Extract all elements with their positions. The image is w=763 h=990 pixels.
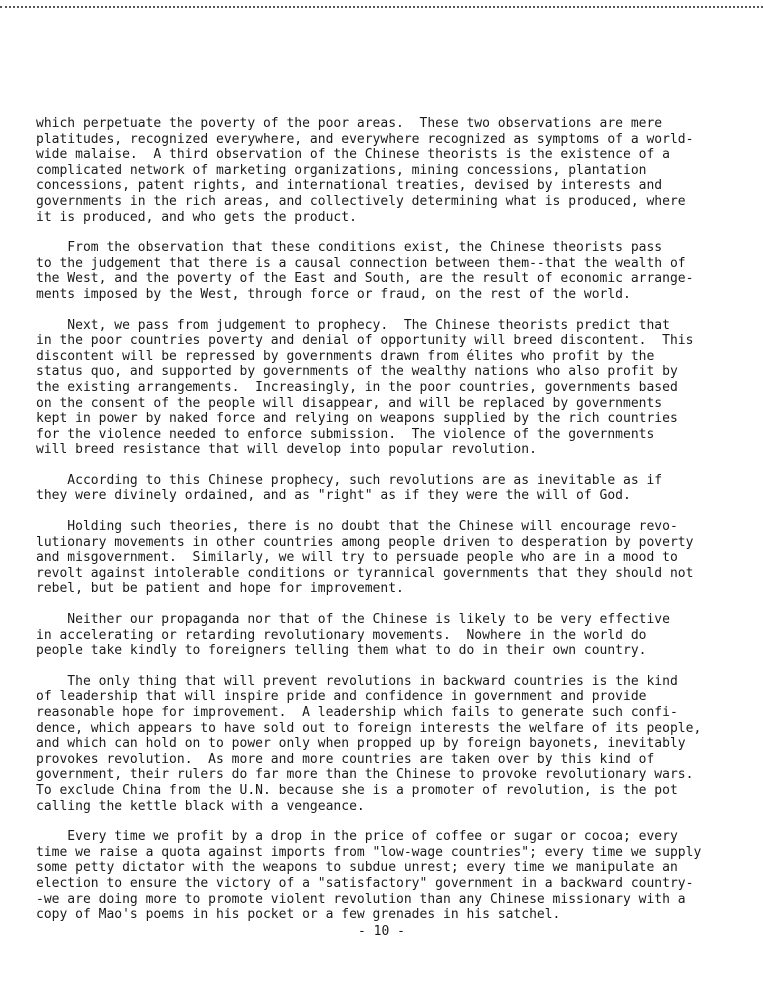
paragraph-7: The only thing that will prevent revolutions in backward countries is the kind of leadership that will inspire pride and confidence in government and provide reasonable hope for improvement. A leadership which fails to generate such confi- dence, which appears to have sold out to foreign interests the welfare of its people, and which can hold on to power only when propped up by foreign bayonets, inevitably provokes revolution. As more and more countries are taken over by this kind of government, their rulers do far more than the Chinese to provoke revolutionary wars. To exclude China from the U.N. because she is a promoter of revolution, is the pot calling the kettle black with a vengeance.: [36, 673, 702, 814]
paragraph-3: Next, we pass from judgement to prophecy. The Chinese theorists predict that in the poor countries poverty and denial of opportunity will breed discontent. This discontent will be repressed by governments drawn from élites who profit by the status quo, and supported by governments of the wealthy nations who also profit by the existing arrangements. Increasingly, in the poor countries, governments based on the consent of the people will disappear, and will be replaced by governments kept in power by naked force and relying on weapons supplied by the rich countries for the violence needed to enforce submission. The violence of the governments will breed resistance that will develop into popular revolution.: [36, 317, 694, 458]
document-body: [36, 116, 702, 938]
paragraph-4: According to this Chinese prophecy, such revolutions are as inevitable as if they were divinely ordained, and as "right" as if they were the will of God.: [36, 472, 663, 504]
paragraph-8: Every time we profit by a drop in the price of coffee or sugar or cocoa; every time we raise a quota against imports from "low-wage countries"; every time we supply some petty dictator with the weapons to subdue unrest; every time we manipulate an election to ensure the victory of a "satisfactory" government in a backward country- -we are doing more to promote violent revolution than any Chinese missionary with a copy of Mao's poems in his pocket or a few grenades in his satchel.: [36, 829, 702, 923]
paragraph-6: Neither our propaganda nor that of the Chinese is likely to be very effective in accelerating or retarding revolutionary movements. Nowhere in the world do people take kindly to foreigners telling them what to do in their own country.: [36, 612, 670, 659]
page-top-edge: [0, 0, 763, 8]
paragraph-1: which perpetuate the poverty of the poor areas. These two observations are mere platitudes, recognized everywhere, and everywhere recognized as symptoms of a world- wide malaise. A third observation of the Chinese theorists is the existence of a complicated network of marketing organizations, mining concessions, plantation concessions, patent rights, and international treaties, devised by interests and governments in the rich areas, and collectively determining what is produced, where it is produced, and who gets the product.: [36, 116, 694, 225]
paragraph-5: Holding such theories, there is no doubt that the Chinese will encourage revo- lutionary movements in other countries among people driven to desperation by poverty and misgovernment. Similarly, we will try to persuade people who are in a mood to revolt against intolerable conditions or tyrannical governments that they should not rebel, but be patient and hope for improvement.: [36, 519, 694, 597]
page-number: - 10 -: [358, 924, 405, 939]
paragraph-2: From the observation that these conditions exist, the Chinese theorists pass to the judgement that there is a causal connection between them--that the wealth of the West, and the poverty of the East and South, are the result of economic arrange- ments imposed by the West, through force or fraud, on the rest of the world.: [36, 240, 694, 302]
